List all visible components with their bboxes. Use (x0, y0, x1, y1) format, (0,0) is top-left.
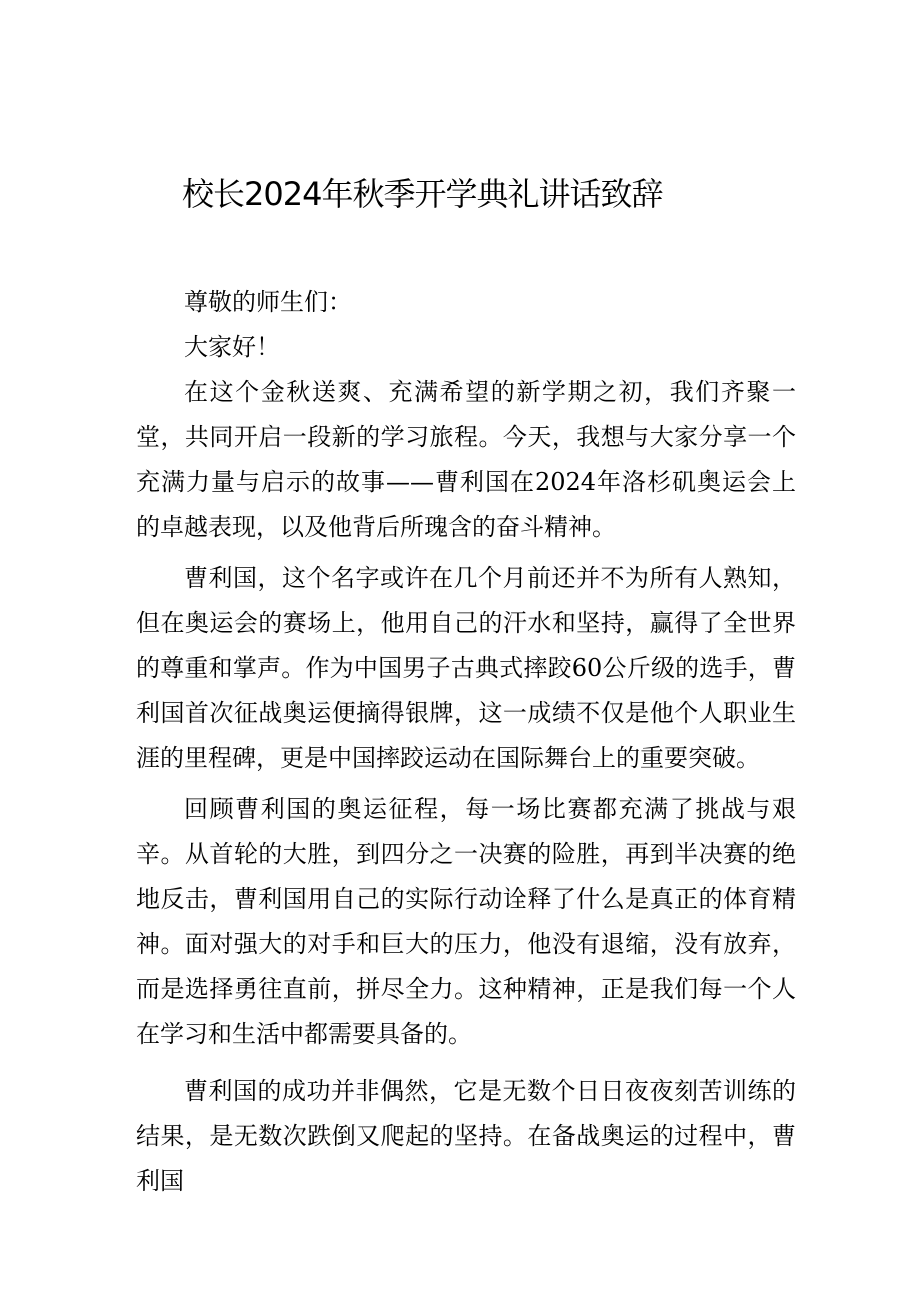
paragraph-4: 曹利国的成功并非偶然，它是无数个日日夜夜刻苦训练的结果，是无数次跌倒又爬起的坚持。在备战奥运的过程中，曹利国 (136, 1077, 796, 1195)
salutation: 尊敬的师生们： (184, 288, 352, 316)
paragraph-1: 在这个金秋送爽、充满希望的新学期之初，我们齐聚一堂，共同开启一段新的学习旅程。今天，我想与大家分享一个充满力量与启示的故事——曹利国在2024年洛杉矶奥运会上的卓越表现，以及他背后所瑰含的奋斗精神。 (136, 378, 796, 541)
document-title: 校长2024年秋季开学典礼讲话致辞 (182, 175, 663, 213)
paragraph-3: 回顾曹利国的奥运征程，每一场比赛都充满了挑战与艰辛。从首轮的大胜，到四分之一决赛的险胜，再到半决赛的绝地反击，曹利国用自己的实际行动诠释了什么是真正的体育精神。面对强大的对手和巨大的压力，他没有退缩，没有放弃，而是选择勇往直前，拼尽全力。这种精神，正是我们每一个人在学习和生活中都需要具备的。 (136, 795, 796, 1048)
document-body (136, 280, 796, 1204)
paragraph-2: 曹利国，这个名字或许在几个月前还并不为所有人熟知，但在奥运会的赛场上，他用自己的汗水和坚持，赢得了全世界的尊重和掌声。作为中国男子古典式摔跤60公斤级的选手，曹利国首次征战奥运便摘得银牌，这一成绩不仅是他个人职业生涯的里程碑，更是中国摔跤运动在国际舞台上的重要突破。 (136, 564, 796, 772)
greeting: 大家好！ (184, 333, 280, 361)
